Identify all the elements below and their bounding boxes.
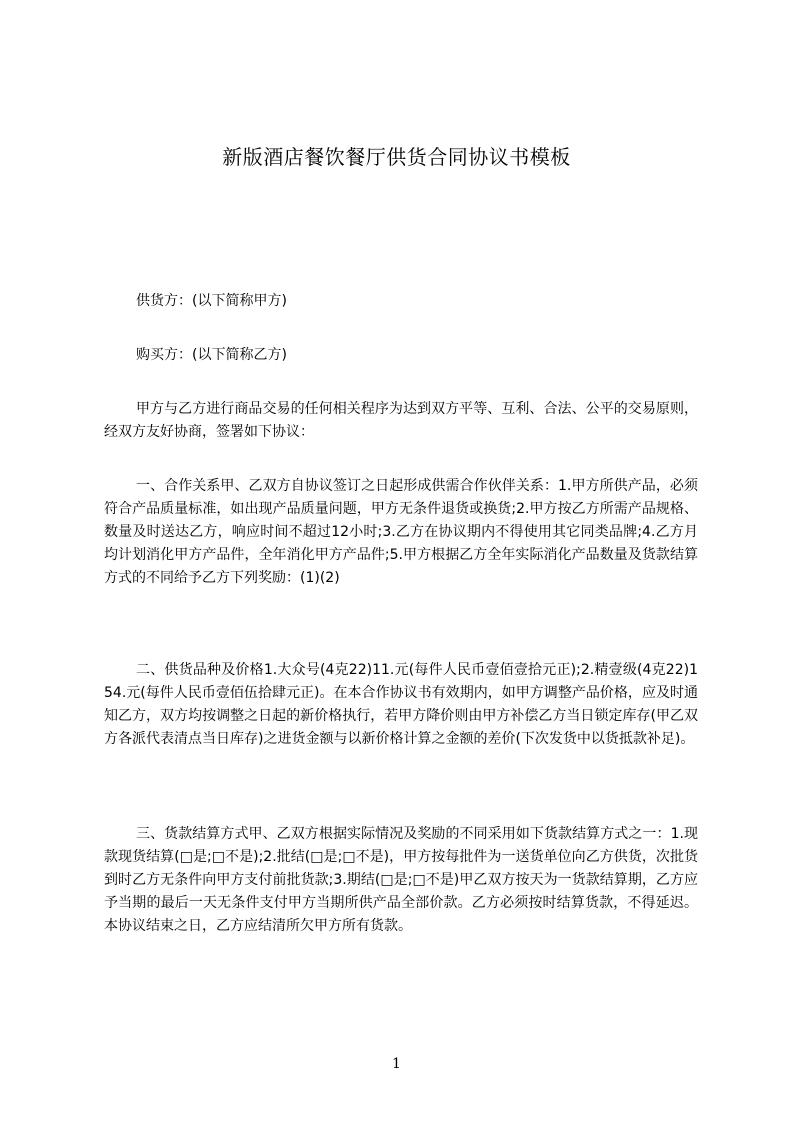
clause-products-prices-paragraph: 二、供货品种及价格1.大众号(4克22)11.元(每件人民币壹佰壹拾元正);2.精壹级(4克22)154.元(每件人民币壹佰伍拾肆元正)。在本合作协议书有效期内，如甲方调整产品价格，应及时通知乙方，双方均按调整之日起的新价格执行，若甲方降价则由甲方补偿乙方当日锁定库存(甲乙双方各派代表清点当日库存)之进货金额与以新价格计算之金额的差价(下次发货中以货抵款补足)。	[104, 662, 698, 747]
preamble-paragraph: 甲方与乙方进行商品交易的任何相关程序为达到双方平等、互利、合法、公平的交易原则，经双方友好协商，签署如下协议：	[104, 401, 698, 440]
clause-payment-paragraph: 三、货款结算方式甲、乙双方根据实际情况及奖励的不同采用如下货款结算方式之一：1.现款现货结算(□是;□不是);2.批结(□是;□不是)，甲方按每批件为一送货单位向乙方供货，次批货到时乙方无条件向甲方支付前批货款;3.期结(□是;□不是)甲乙双方按天为一货款结算期，乙方应予当期的最后一天无条件支付甲方当期所供产品全部价款。乙方必须按时结算货款，不得延迟。本协议结束之日，乙方应结清所欠甲方所有货款。	[104, 826, 698, 934]
document-title: 新版酒店餐饮餐厅供货合同协议书模板	[222, 145, 571, 169]
buyer-paragraph: 购买方：(以下简称乙方)	[136, 347, 287, 363]
supplier-paragraph: 供货方：(以下简称甲方)	[136, 293, 287, 309]
page-number: 1	[392, 1056, 401, 1072]
clause-cooperation-paragraph: 一、合作关系甲、乙双方自协议签订之日起形成供需合作伙伴关系：1.甲方所供产品，必须符合产品质量标准，如出现产品质量问题，甲方无条件退货或换货;2.甲方按乙方所需产品规格、数量及时送达乙方，响应时间不超过12小时;3.乙方在协议期内不得使用其它同类品牌;4.乙方月均计划消化甲方产品件，全年消化甲方产品件;5.甲方根据乙方全年实际消化产品数量及货款结算方式的不同给予乙方下列奖励：(1)(2)	[104, 478, 698, 586]
